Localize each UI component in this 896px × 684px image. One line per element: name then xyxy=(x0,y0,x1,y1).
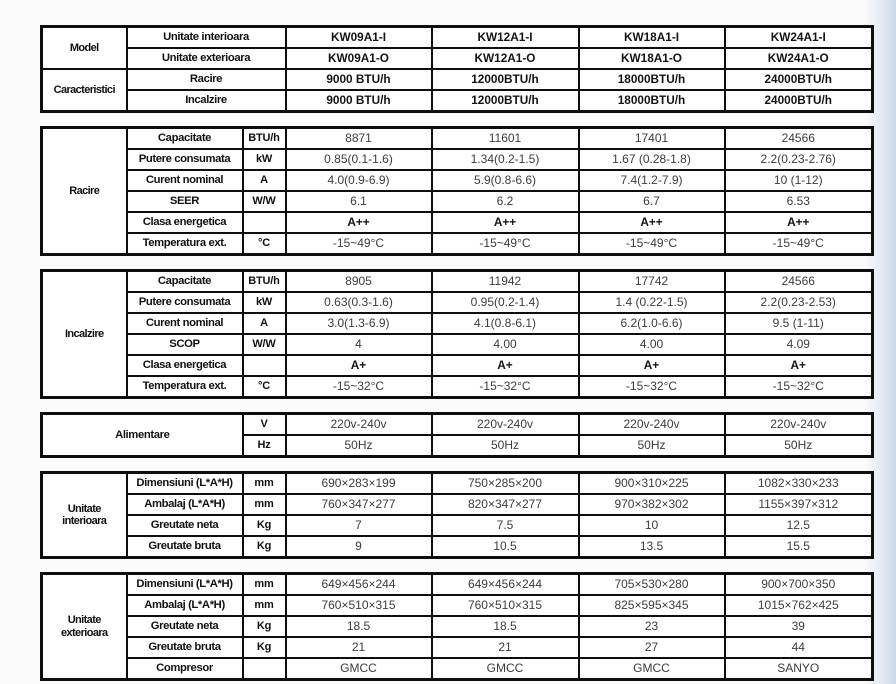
unit-label: mm xyxy=(243,595,286,616)
spec-value: 24000BTU/h xyxy=(725,90,873,112)
spec-value: 760×510×315 xyxy=(432,595,579,616)
spec-value: 13.5 xyxy=(579,536,725,558)
alimentare-table xyxy=(40,412,874,458)
spec-value: -15~32°C xyxy=(725,376,873,398)
spec-value: 750×285×200 xyxy=(432,473,579,495)
spec-value: 50Hz xyxy=(579,435,725,457)
spec-value: 4.00 xyxy=(579,334,725,355)
spec-value: 1.67 (0.28-1.8) xyxy=(579,149,725,170)
spec-value: KW24A1-I xyxy=(725,27,873,49)
spec-value: 15.5 xyxy=(725,536,873,558)
spec-value: 220v-240v xyxy=(286,414,432,436)
spec-value: 220v-240v xyxy=(432,414,579,436)
row-label: Putere consumata xyxy=(127,149,243,170)
group-label: Incalzire xyxy=(42,271,127,398)
spec-value: 690×283×199 xyxy=(286,473,432,495)
spec-value: 1082×330×233 xyxy=(725,473,873,495)
unit-label xyxy=(243,355,286,376)
spec-value: 1.4 (0.22-1.5) xyxy=(579,292,725,313)
row-label: Temperatura ext. xyxy=(127,233,243,255)
spec-value: 0.95(0.2-1.4) xyxy=(432,292,579,313)
spec-value: GMCC xyxy=(432,658,579,680)
spec-value: 21 xyxy=(286,637,432,658)
spec-value: KW09A1-O xyxy=(286,48,432,69)
spec-value: GMCC xyxy=(579,658,725,680)
spec-value: 6.2(1.0-6.6) xyxy=(579,313,725,334)
spec-value: -15~49°C xyxy=(432,233,579,255)
spec-value: 9 xyxy=(286,536,432,558)
spec-value: -15~49°C xyxy=(286,233,432,255)
row-label: Alimentare xyxy=(42,414,243,457)
spec-value: 1015×762×425 xyxy=(725,595,873,616)
unit-label: °C xyxy=(243,233,286,255)
spec-value: 825×595×345 xyxy=(579,595,725,616)
row-label: Greutate neta xyxy=(127,616,243,637)
spec-value: 10 (1-12) xyxy=(725,170,873,191)
spec-value: 2.2(0.23-2.53) xyxy=(725,292,873,313)
spec-value: 6.1 xyxy=(286,191,432,212)
unit-label: V xyxy=(243,414,286,436)
spec-value: 18000BTU/h xyxy=(579,90,725,112)
spec-value: 17742 xyxy=(579,271,725,293)
row-label: Capacitate xyxy=(127,128,243,150)
spec-value: 900×310×225 xyxy=(579,473,725,495)
spec-value: -15~32°C xyxy=(432,376,579,398)
row-label: Capacitate xyxy=(127,271,243,293)
row-label: SEER xyxy=(127,191,243,212)
spec-value: 7.4(1.2-7.9) xyxy=(579,170,725,191)
spec-value: KW12A1-I xyxy=(432,27,579,49)
spec-value: KW12A1-O xyxy=(432,48,579,69)
row-label: Incalzire xyxy=(127,90,286,112)
group-label: Model xyxy=(42,27,127,70)
unit-label: kW xyxy=(243,149,286,170)
spec-value: 10.5 xyxy=(432,536,579,558)
spec-value: 820×347×277 xyxy=(432,494,579,515)
spec-value: 12000BTU/h xyxy=(432,69,579,90)
spec-value: 1155×397×312 xyxy=(725,494,873,515)
spec-value: 3.0(1.3-6.9) xyxy=(286,313,432,334)
spec-value: 17401 xyxy=(579,128,725,150)
unit-label xyxy=(243,658,286,680)
incalzire-table xyxy=(40,269,874,399)
spec-value: -15~49°C xyxy=(725,233,873,255)
spec-value: 18000BTU/h xyxy=(579,69,725,90)
row-label: Temperatura ext. xyxy=(127,376,243,398)
row-label: Racire xyxy=(127,69,286,90)
spec-value: 4.00 xyxy=(432,334,579,355)
spec-value: KW09A1-I xyxy=(286,27,432,49)
row-label: Unitate exterioara xyxy=(127,48,286,69)
unit-label: BTU/h xyxy=(243,271,286,293)
spec-value: 18.5 xyxy=(432,616,579,637)
spec-value: 24000BTU/h xyxy=(725,69,873,90)
unit-label: BTU/h xyxy=(243,128,286,150)
spec-value: -15~32°C xyxy=(579,376,725,398)
spec-value: KW18A1-O xyxy=(579,48,725,69)
spec-value: 21 xyxy=(432,637,579,658)
spec-value: 6.2 xyxy=(432,191,579,212)
group-label: Unitate interioara xyxy=(42,473,127,558)
spec-value: 0.63(0.3-1.6) xyxy=(286,292,432,313)
unitate-interioara-table xyxy=(40,471,874,559)
unit-label: mm xyxy=(243,473,286,495)
unit-label: Kg xyxy=(243,536,286,558)
spec-value: 760×510×315 xyxy=(286,595,432,616)
unit-label: kW xyxy=(243,292,286,313)
spec-value: 9000 BTU/h xyxy=(286,69,432,90)
row-label: Curent nominal xyxy=(127,170,243,191)
row-label: SCOP xyxy=(127,334,243,355)
spec-value: KW18A1-I xyxy=(579,27,725,49)
spec-value: 50Hz xyxy=(432,435,579,457)
unit-label: mm xyxy=(243,574,286,596)
spec-value: 220v-240v xyxy=(725,414,873,436)
spec-value: 50Hz xyxy=(286,435,432,457)
spec-value: 11942 xyxy=(432,271,579,293)
unit-label: °C xyxy=(243,376,286,398)
spec-value: 649×456×244 xyxy=(286,574,432,596)
spec-value: 12000BTU/h xyxy=(432,90,579,112)
spec-value: SANYO xyxy=(725,658,873,680)
spec-value: A+ xyxy=(725,355,873,376)
row-label: Compresor xyxy=(127,658,243,680)
row-label: Greutate neta xyxy=(127,515,243,536)
unit-label: Kg xyxy=(243,616,286,637)
unit-label xyxy=(243,212,286,233)
spec-value: 24566 xyxy=(725,128,873,150)
row-label: Putere consumata xyxy=(127,292,243,313)
group-label: Caracteristici xyxy=(42,69,127,112)
row-label: Unitate interioara xyxy=(127,27,286,49)
unit-label: A xyxy=(243,313,286,334)
spec-value: A++ xyxy=(286,212,432,233)
row-label: Dimensiuni (L*A*H) xyxy=(127,473,243,495)
spec-value: 7.5 xyxy=(432,515,579,536)
spec-value: 8905 xyxy=(286,271,432,293)
row-label: Dimensiuni (L*A*H) xyxy=(127,574,243,596)
spec-value: A+ xyxy=(286,355,432,376)
spec-value: A++ xyxy=(432,212,579,233)
group-label: Unitate exterioara xyxy=(42,574,127,680)
spec-value: 23 xyxy=(579,616,725,637)
spec-value: 11601 xyxy=(432,128,579,150)
row-label: Clasa energetica xyxy=(127,355,243,376)
spec-value: 4 xyxy=(286,334,432,355)
spec-value: 760×347×277 xyxy=(286,494,432,515)
spec-value: 9.5 (1-11) xyxy=(725,313,873,334)
spec-value: 24566 xyxy=(725,271,873,293)
spec-value: GMCC xyxy=(286,658,432,680)
row-label: Greutate bruta xyxy=(127,536,243,558)
model-table xyxy=(40,25,874,113)
unit-label: Kg xyxy=(243,637,286,658)
spec-value: 705×530×280 xyxy=(579,574,725,596)
spec-value: 970×382×302 xyxy=(579,494,725,515)
spec-value: 900×700×350 xyxy=(725,574,873,596)
unit-label: W/W xyxy=(243,334,286,355)
spec-value: 4.0(0.9-6.9) xyxy=(286,170,432,191)
spec-value: 50Hz xyxy=(725,435,873,457)
unit-label: Hz xyxy=(243,435,286,457)
row-label: Ambalaj (L*A*H) xyxy=(127,595,243,616)
unitate-exterioara-table xyxy=(40,572,874,681)
spec-value: 1.34(0.2-1.5) xyxy=(432,149,579,170)
spec-value: 18.5 xyxy=(286,616,432,637)
spec-value: A++ xyxy=(579,212,725,233)
unit-label: Kg xyxy=(243,515,286,536)
unit-label: mm xyxy=(243,494,286,515)
spec-value: 8871 xyxy=(286,128,432,150)
spec-value: 12.5 xyxy=(725,515,873,536)
spec-value: 2.2(0.23-2.76) xyxy=(725,149,873,170)
spec-value: -15~32°C xyxy=(286,376,432,398)
unit-label: W/W xyxy=(243,191,286,212)
spec-value: 9000 BTU/h xyxy=(286,90,432,112)
spec-value: 7 xyxy=(286,515,432,536)
spec-value: 4.09 xyxy=(725,334,873,355)
row-label: Clasa energetica xyxy=(127,212,243,233)
spec-value: 44 xyxy=(725,637,873,658)
unit-label: A xyxy=(243,170,286,191)
spec-value: 5.9(0.8-6.6) xyxy=(432,170,579,191)
spec-value: KW24A1-O xyxy=(725,48,873,69)
group-label: Racire xyxy=(42,128,127,255)
racire-table xyxy=(40,126,874,256)
spec-value: 39 xyxy=(725,616,873,637)
row-label: Ambalaj (L*A*H) xyxy=(127,494,243,515)
spec-value: 27 xyxy=(579,637,725,658)
spec-value: A+ xyxy=(579,355,725,376)
spec-value: 10 xyxy=(579,515,725,536)
row-label: Greutate bruta xyxy=(127,637,243,658)
spec-value: 6.7 xyxy=(579,191,725,212)
row-label: Curent nominal xyxy=(127,313,243,334)
spec-value: 4.1(0.8-6.1) xyxy=(432,313,579,334)
spec-value: 649×456×244 xyxy=(432,574,579,596)
spec-value: A++ xyxy=(725,212,873,233)
spec-value: 6.53 xyxy=(725,191,873,212)
spec-value: 0.85(0.1-1.6) xyxy=(286,149,432,170)
spec-value: A+ xyxy=(432,355,579,376)
spec-value: 220v-240v xyxy=(579,414,725,436)
spec-value: -15~49°C xyxy=(579,233,725,255)
